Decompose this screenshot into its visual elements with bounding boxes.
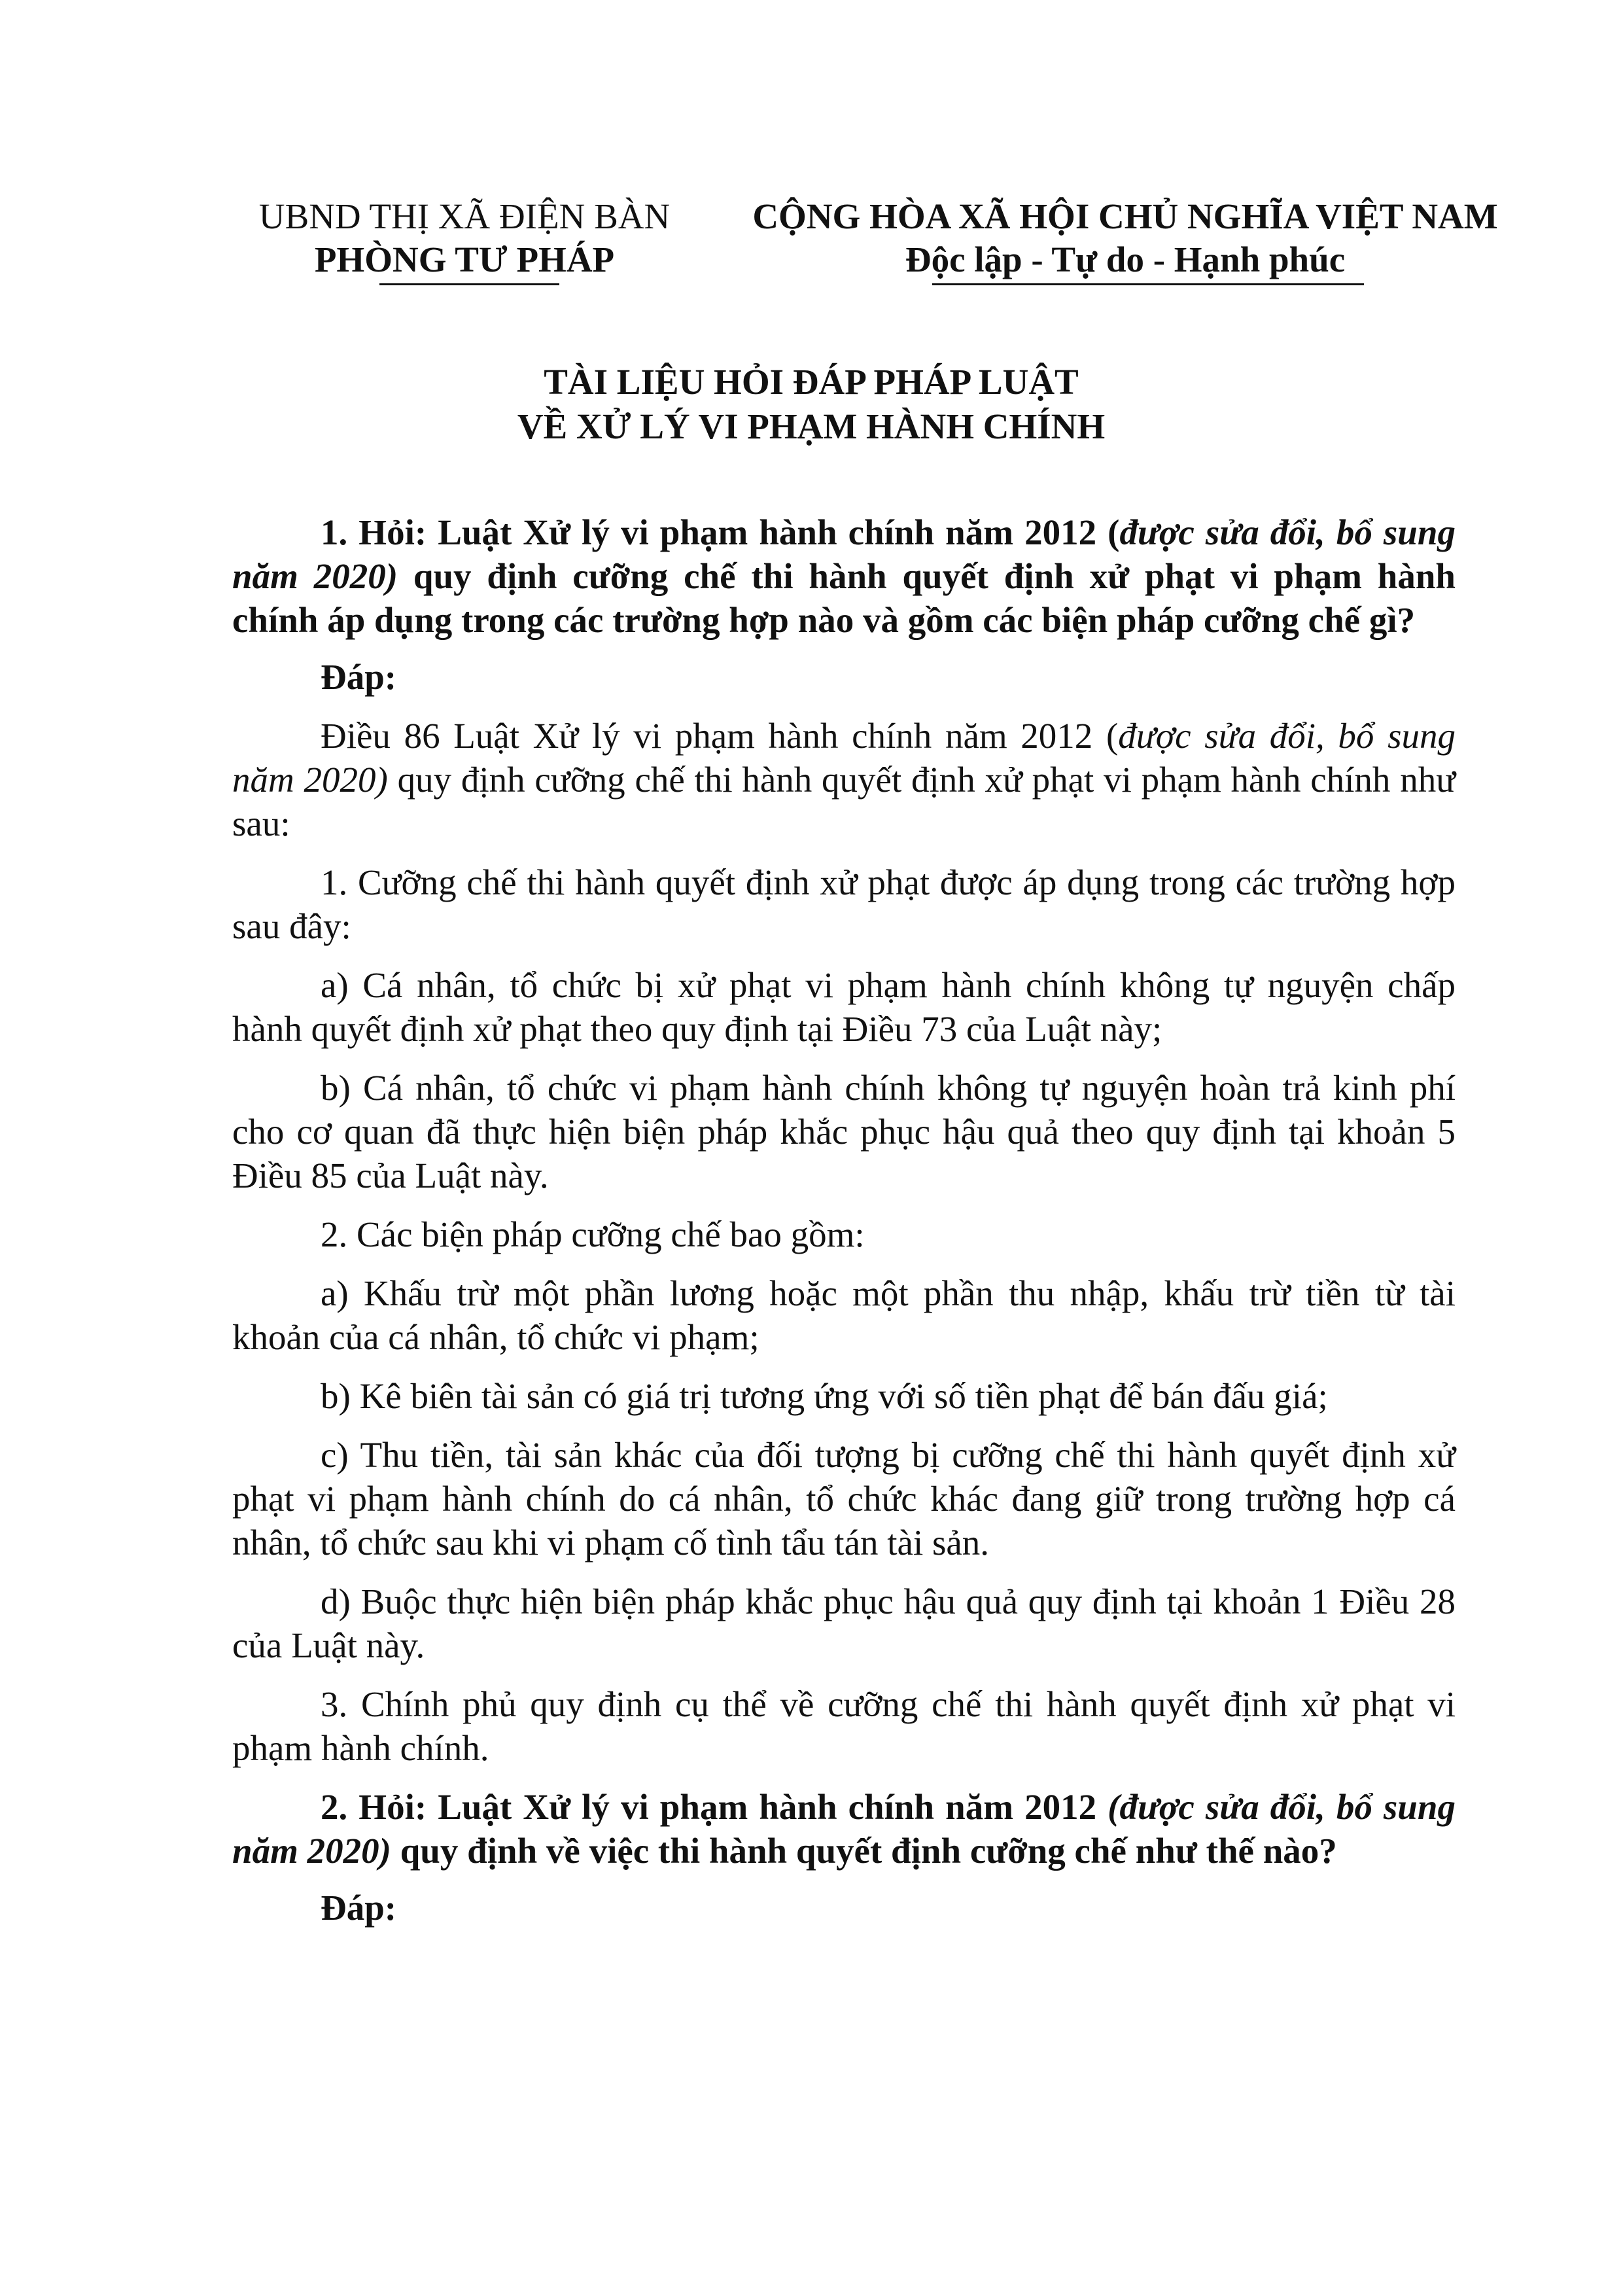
document-body (232, 510, 1456, 1945)
office-name: PHÒNG TƯ PHÁP (314, 239, 615, 279)
motto: Độc lập - Tự do - Hạnh phúc (905, 239, 1346, 279)
answer-1-intro-tail: quy định cưỡng chế thi hành quyết định xử phạt vi phạm hành chính như sau: (232, 760, 1456, 843)
document-title (196, 360, 1426, 449)
issuing-agency-block (196, 195, 733, 281)
answer-2-label: Đáp: (321, 1888, 397, 1928)
question-1-lead: 1. Hỏi: Luật Xử lý vi phạm hành chính năm 2012 ( (321, 512, 1120, 552)
answer-1-clause-2d: d) Buộc thực hiện biện pháp khắc phục hậu quả quy định tại khoản 1 Điều 28 của Luật này. (232, 1581, 1456, 1665)
answer-1-clause-2a: a) Khấu trừ một phần lương hoặc một phần thu nhập, khấu trừ tiền từ tài khoản của cá nhân, tổ chức vi phạm; (232, 1273, 1456, 1357)
country-name: CỘNG HÒA XÃ HỘI CHỦ NGHĨA VIỆT NAM (752, 196, 1498, 236)
answer-1-clause-3: 3. Chính phủ quy định cụ thể về cưỡng chế thi hành quyết định xử phạt vi phạm hành chính. (232, 1684, 1456, 1768)
answer-1-intro-lead: Điều 86 Luật Xử lý vi phạm hành chính năm 2012 ( (321, 716, 1119, 756)
question-1-italic: được sửa đổi, bổ sung năm 2020) (232, 512, 1456, 596)
agency-underline (379, 283, 559, 285)
question-1-tail: quy định cưỡng chế thi hành quyết định xử phạt vi phạm hành chính áp dụng trong các trường hợp nào và gồm các biện pháp cưỡng chế gì? (232, 556, 1456, 640)
title-line-2: VỀ XỬ LÝ VI PHẠM HÀNH CHÍNH (517, 406, 1106, 446)
answer-1-clause-1b: b) Cá nhân, tổ chức vi phạm hành chính không tự nguyện hoàn trả kinh phí cho cơ quan đã thực hiện biện pháp khắc phục hậu quả theo quy định tại khoản 5 Điều 85 của Luật này. (232, 1068, 1456, 1195)
answer-1-intro (232, 714, 1456, 845)
title-line-1: TÀI LIỆU HỎI ĐÁP PHÁP LUẬT (544, 362, 1079, 402)
motto-underline (932, 283, 1364, 285)
answer-1-clause-1a: a) Cá nhân, tổ chức bị xử phạt vi phạm hành chính không tự nguyện chấp hành quyết định xử phạt theo quy định tại Điều 73 của Luật này; (232, 965, 1456, 1049)
answer-1-label: Đáp: (321, 657, 397, 697)
question-2-lead: 2. Hỏi: Luật Xử lý vi phạm hành chính năm 2012 (321, 1787, 1108, 1827)
answer-1-intro-italic: được sửa đổi, bổ sung năm 2020) (232, 716, 1456, 800)
answer-1-clause-2b: b) Kê biên tài sản có giá trị tương ứng với số tiền phạt để bán đấu giá; (321, 1376, 1328, 1416)
answer-1-clause-2: 2. Các biện pháp cưỡng chế bao gồm: (321, 1214, 865, 1254)
agency-name: UBND THỊ XÃ ĐIỆN BÀN (258, 196, 671, 236)
question-2 (232, 1785, 1456, 1873)
question-2-tail: quy định về việc thi hành quyết định cưỡng chế như thế nào? (391, 1831, 1337, 1871)
question-1 (232, 510, 1456, 642)
answer-1-clause-1: 1. Cưỡng chế thi hành quyết định xử phạt được áp dụng trong các trường hợp sau đây: (232, 862, 1456, 946)
answer-1-clause-2c: c) Thu tiền, tài sản khác của đối tượng bị cưỡng chế thi hành quyết định xử phạt vi phạm hành chính do cá nhân, tổ chức khác đang giữ trong trường hợp cá nhân, tổ chức sau khi vi phạm cố tình tẩu tán tài sản. (232, 1435, 1456, 1563)
national-motto-block (733, 195, 1518, 281)
question-2-italic: (được sửa đổi, bổ sung năm 2020) (232, 1787, 1456, 1871)
